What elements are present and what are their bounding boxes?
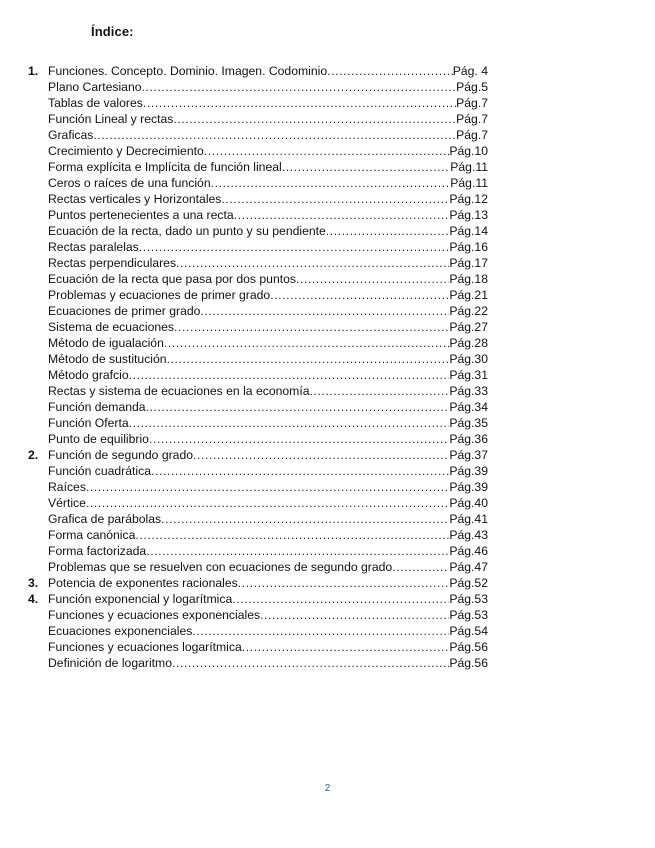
toc-entry <box>28 255 488 271</box>
toc-entry <box>28 511 488 527</box>
toc-entry-page: Pág.13 <box>449 208 488 222</box>
toc-entry-label: Forma canónica <box>48 528 136 542</box>
toc-entry-page: Pág.17 <box>449 256 488 270</box>
toc-entry-page: Pág.33 <box>449 384 488 398</box>
toc-entry-label: Tablas de valores <box>48 96 143 110</box>
toc-entry-page: Pág.53 <box>449 608 488 622</box>
toc-entry <box>28 351 488 367</box>
dot-leader <box>146 543 449 559</box>
toc-entry-page: Pág.14 <box>449 224 488 238</box>
toc-entry <box>28 623 488 639</box>
toc-entry-label: Método de sustitución <box>48 352 167 366</box>
dot-leader <box>167 351 450 367</box>
dot-leader <box>176 255 449 271</box>
dot-leader <box>129 367 450 383</box>
toc-entry-page: Pág.46 <box>449 544 488 558</box>
toc-entry <box>28 591 488 607</box>
toc-entry-page: Pág.52 <box>449 576 488 590</box>
toc-entry-label: Ecuación de la recta que pasa por dos puntos <box>48 272 296 286</box>
toc-entry-page: Pág.36 <box>449 432 488 446</box>
toc-entry <box>28 319 488 335</box>
dot-leader <box>282 159 451 175</box>
toc-entry-label: Función Lineal y rectas <box>48 112 174 126</box>
toc-entry-label: Ceros o raíces de una función <box>48 176 211 190</box>
dot-leader <box>139 239 450 255</box>
toc-entry-label: Rectas verticales y Horizontales <box>48 192 222 206</box>
toc-entry-page: Pág. 4 <box>452 64 488 78</box>
dot-leader <box>161 511 449 527</box>
toc-entry-label: Problemas y ecuaciones de primer grado <box>48 288 271 302</box>
dot-leader <box>172 655 449 671</box>
toc-entry <box>28 207 488 223</box>
toc-entry-page: Pág.22 <box>449 304 488 318</box>
toc-entry-page: Pág.56 <box>449 656 488 670</box>
toc-entry-label: Grafica de parábolas <box>48 512 162 526</box>
index-title: Índice: <box>91 24 134 39</box>
table-of-contents <box>28 63 488 671</box>
toc-entry-label: Ecuaciones de primer grado <box>48 304 201 318</box>
toc-entry-number: 2. <box>28 448 39 462</box>
toc-entry-label: Método de igualación <box>48 336 164 350</box>
toc-entry-page: Pág.7 <box>456 128 488 142</box>
toc-entry-page: Pág.53 <box>449 592 488 606</box>
toc-entry-page: Pág.47 <box>449 560 488 574</box>
toc-entry-label: Problemas que se resuelven con ecuaciones de segundo grado <box>48 560 393 574</box>
toc-entry <box>28 79 488 95</box>
toc-entry-label: Plano Cartesiano <box>48 80 142 94</box>
dot-leader <box>143 95 456 111</box>
toc-entry-label: Funciones y ecuaciones logarítmica <box>48 640 242 654</box>
dot-leader <box>174 319 449 335</box>
dot-leader <box>270 287 449 303</box>
toc-entry-label: Vértice <box>48 496 86 510</box>
toc-entry-number: 1. <box>28 64 39 78</box>
toc-entry <box>28 639 488 655</box>
toc-entry-label: Definición de logaritmo <box>48 656 172 670</box>
toc-entry <box>28 111 488 127</box>
toc-entry-label: Ecuación de la recta, dado un punto y su pendiente <box>48 224 326 238</box>
dot-leader <box>326 223 450 239</box>
toc-entry <box>28 559 488 575</box>
dot-leader <box>242 639 450 655</box>
toc-entry-label: Función demanda <box>48 400 146 414</box>
toc-entry <box>28 335 488 351</box>
toc-entry-label: Método grafcio <box>48 368 129 382</box>
toc-entry-page: Pág.11 <box>450 160 488 174</box>
dot-leader <box>192 623 449 639</box>
toc-entry <box>28 159 488 175</box>
toc-entry <box>28 239 488 255</box>
toc-entry <box>28 575 488 591</box>
dot-leader <box>211 175 451 191</box>
toc-entry <box>28 479 488 495</box>
toc-entry-label: Rectas perpendiculares <box>48 256 177 270</box>
toc-entry-label: Funciones y ecuaciones exponenciales <box>48 608 261 622</box>
toc-entry-label: Punto de equilibrio <box>48 432 149 446</box>
toc-entry-page: Pág.7 <box>456 112 488 126</box>
toc-entry-label: Crecimiento y Decrecimiento <box>48 144 204 158</box>
toc-entry <box>28 367 488 383</box>
dot-leader <box>310 383 450 399</box>
toc-entry-page: Pág.7 <box>456 96 488 110</box>
dot-leader <box>93 127 456 143</box>
toc-entry-page: Pág.39 <box>449 480 488 494</box>
dot-leader <box>238 575 450 591</box>
dot-leader <box>86 479 449 495</box>
toc-entry <box>28 415 488 431</box>
dot-leader <box>86 495 449 511</box>
toc-entry <box>28 95 488 111</box>
toc-entry-page: Pág.56 <box>449 640 488 654</box>
toc-entry-label: Forma factorizada <box>48 544 147 558</box>
toc-entry <box>28 127 488 143</box>
toc-entry <box>28 655 488 671</box>
toc-entry <box>28 399 488 415</box>
toc-entry-label: Funciones. Concepto. Dominio. Imagen. Codominio <box>48 64 328 78</box>
toc-entry-page: Pág.43 <box>449 528 488 542</box>
toc-entry-label: Función de segundo grado <box>48 448 194 462</box>
toc-entry-page: Pág.5 <box>456 80 488 94</box>
toc-entry-label: Raíces <box>48 480 86 494</box>
page-number: 2 <box>324 783 331 794</box>
toc-entry-page: Pág.16 <box>449 240 488 254</box>
toc-entry-page: Pág.28 <box>449 336 488 350</box>
dot-leader <box>146 399 450 415</box>
toc-entry-page: Pág.31 <box>449 368 488 382</box>
toc-entry-label: Sistema de ecuaciones <box>48 320 175 334</box>
dot-leader <box>151 463 449 479</box>
toc-entry-label: Puntos pertenecientes a una recta <box>48 208 234 222</box>
dot-leader <box>164 335 449 351</box>
toc-entry-page: Pág.30 <box>449 352 488 366</box>
toc-entry <box>28 223 488 239</box>
toc-entry <box>28 143 488 159</box>
dot-leader <box>142 79 457 95</box>
toc-entry-page: Pág.12 <box>449 192 488 206</box>
toc-entry-page: Pág.40 <box>449 496 488 510</box>
toc-entry-label: Rectas paralelas <box>48 240 139 254</box>
toc-entry <box>28 287 488 303</box>
toc-entry <box>28 495 488 511</box>
dot-leader <box>296 271 449 287</box>
toc-entry-label: Rectas y sistema de ecuaciones en la economía <box>48 384 310 398</box>
toc-entry <box>28 543 488 559</box>
dot-leader <box>232 591 449 607</box>
toc-entry-label: Graficas <box>48 128 94 142</box>
toc-entry-number: 3. <box>28 576 39 590</box>
toc-entry-page: Pág.41 <box>449 512 488 526</box>
toc-entry <box>28 431 488 447</box>
dot-leader <box>327 63 453 79</box>
toc-entry-page: Pág.37 <box>449 448 488 462</box>
toc-entry-page: Pág.34 <box>449 400 488 414</box>
toc-entry-label: Función exponencial y logarítmica <box>48 592 233 606</box>
dot-leader <box>135 527 449 543</box>
toc-entry-label: Forma explícita e Implícita de función lineal <box>48 160 282 174</box>
toc-entry <box>28 447 488 463</box>
dot-leader <box>392 559 449 575</box>
toc-entry-page: Pág.39 <box>449 464 488 478</box>
toc-entry <box>28 463 488 479</box>
toc-entry-label: Potencia de exponentes racionales <box>48 576 238 590</box>
toc-entry <box>28 607 488 623</box>
dot-leader <box>193 447 449 463</box>
toc-entry <box>28 527 488 543</box>
toc-entry-page: Pág.54 <box>449 624 488 638</box>
toc-entry-label: Función Oferta <box>48 416 129 430</box>
toc-entry-page: Pág.27 <box>449 320 488 334</box>
toc-entry-page: Pág.21 <box>449 288 488 302</box>
toc-entry-label: Función cuadrática <box>48 464 151 478</box>
toc-entry-label: Ecuaciones exponenciales <box>48 624 193 638</box>
dot-leader <box>129 415 450 431</box>
dot-leader <box>221 191 449 207</box>
dot-leader <box>200 303 449 319</box>
toc-entry-page: Pág.18 <box>449 272 488 286</box>
toc-entry <box>28 191 488 207</box>
toc-entry <box>28 175 488 191</box>
toc-entry-page: Pág.35 <box>449 416 488 430</box>
toc-entry-page: Pág.10 <box>449 144 488 158</box>
toc-entry <box>28 63 488 79</box>
dot-leader <box>173 111 456 127</box>
toc-entry <box>28 383 488 399</box>
toc-entry <box>28 303 488 319</box>
dot-leader <box>234 207 450 223</box>
toc-entry-number: 4. <box>28 592 39 606</box>
toc-entry <box>28 271 488 287</box>
toc-entry-page: Pág.11 <box>450 176 488 190</box>
dot-leader <box>260 607 449 623</box>
dot-leader <box>204 143 450 159</box>
dot-leader <box>149 431 449 447</box>
